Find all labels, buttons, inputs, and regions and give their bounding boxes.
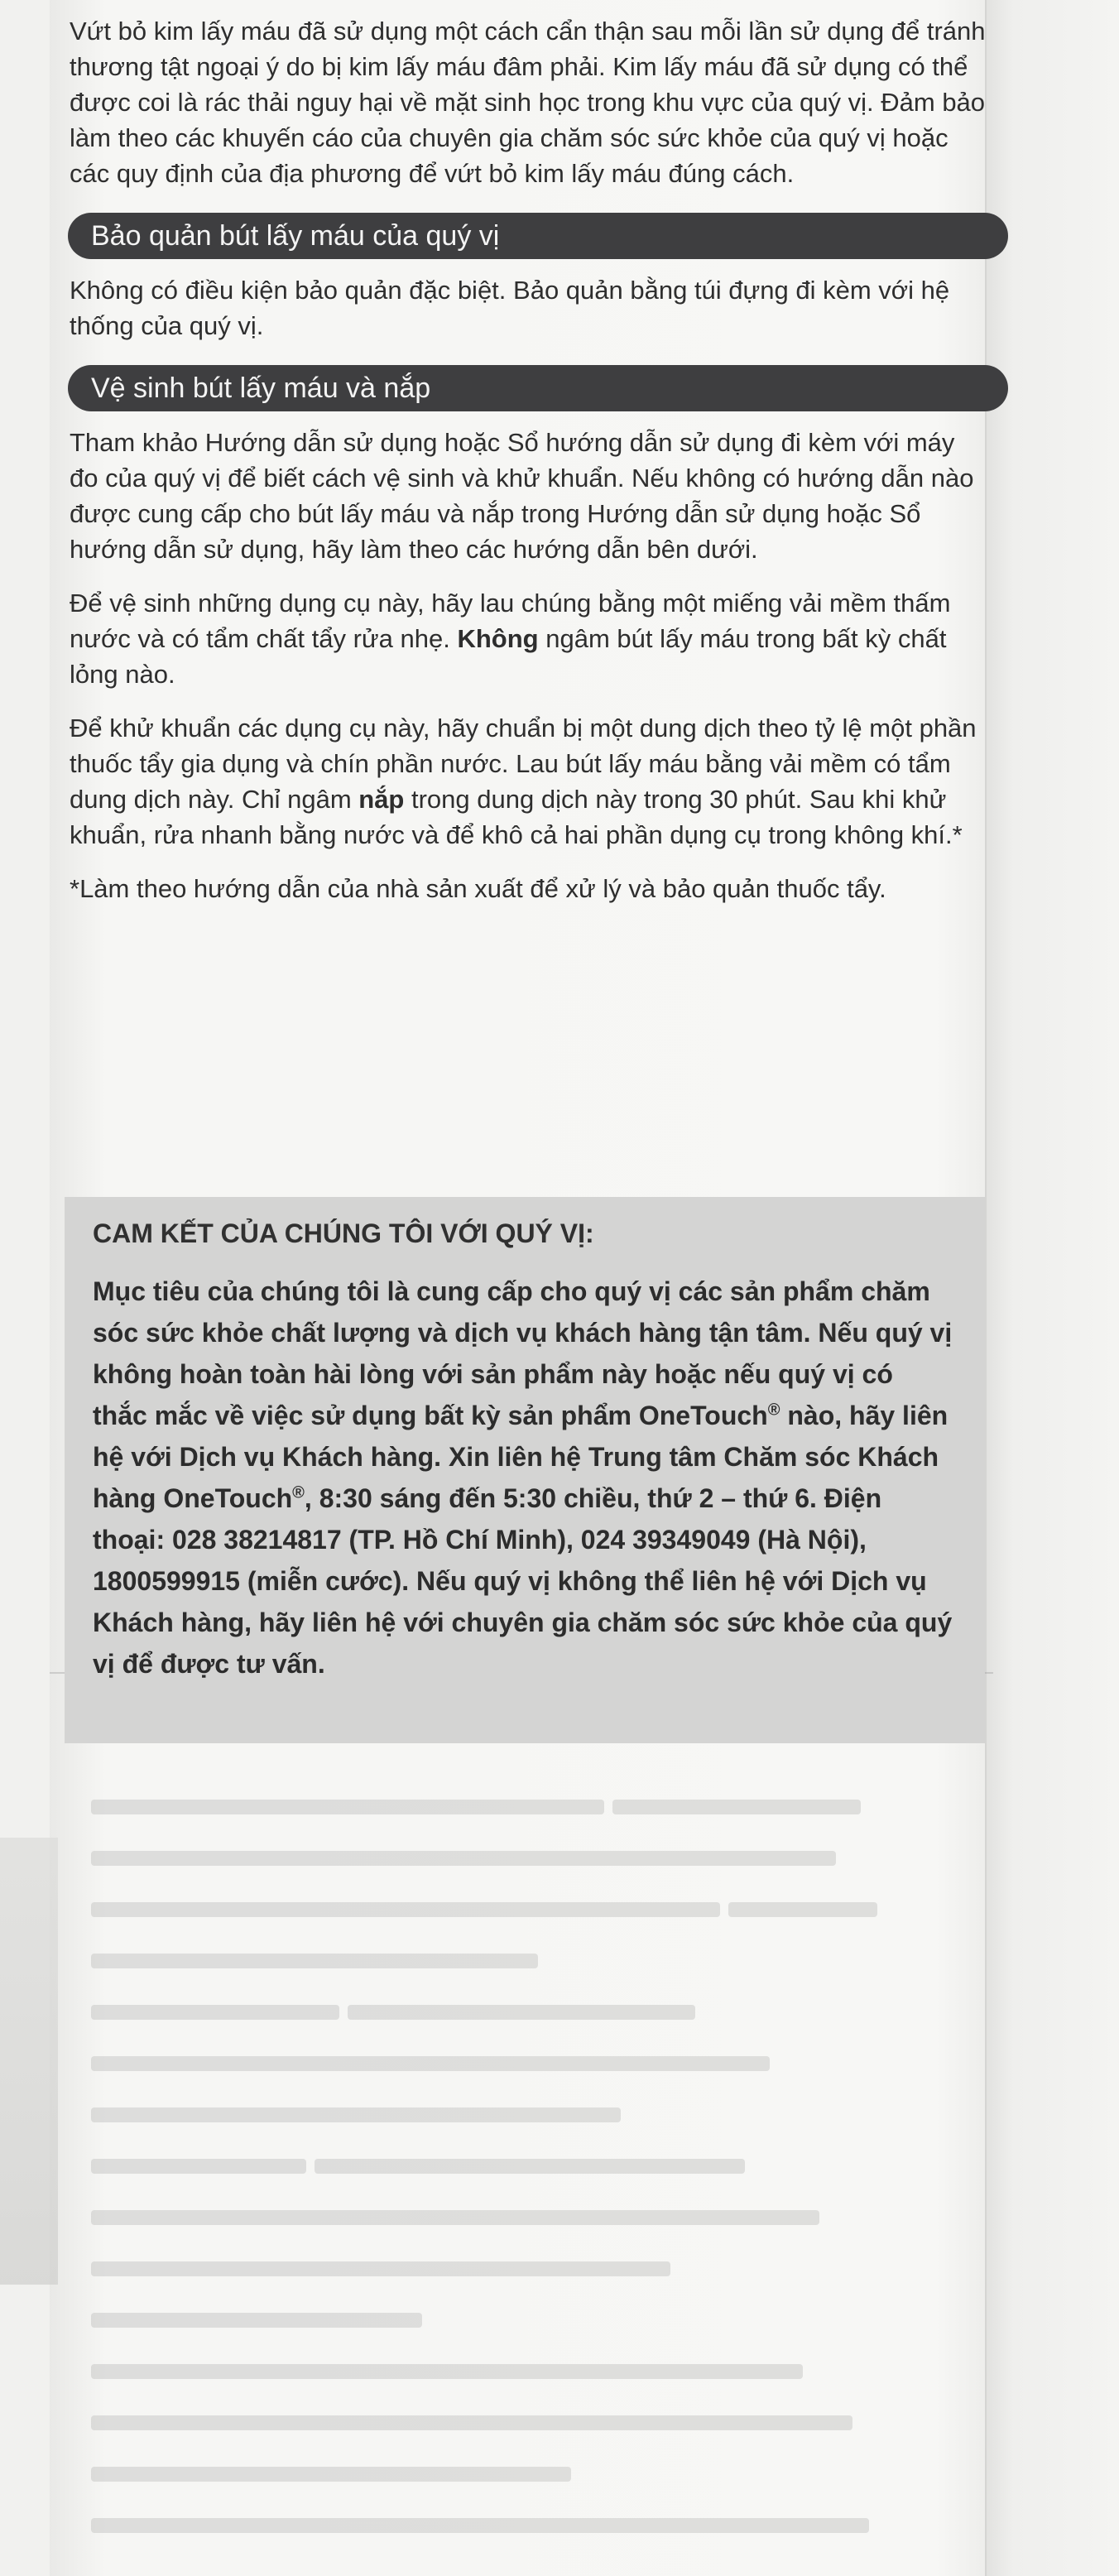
commitment-heading: CAM KẾT CỦA CHÚNG TÔI VỚI QUÝ VỊ: [93,1218,594,1248]
commitment-text-3: , 8:30 sáng đến 5:30 chiều, thứ 2 – thứ 6. Điện thoại: 028 38214817 (TP. Hồ Chí Minh), 024 39349049 (Hà Nội), 1800599915 (miễn cước). Nếu quý vị không thể liên hệ với Dịch vụ Khách hàng, hãy liên hệ với chuyên gia chăm sóc sức khỏe của quý vị để được tư vấn. [93,1483,953,1679]
disinfect-text-1: Để khử khuẩn các dụng cụ này, hãy chuẩn bị một dung dịch theo tỷ lệ một phần thuốc tẩy gia dụng và chín phần nước. Lau bút lấy máu bằng vải mềm có tẩm dung dịch này. Chỉ ngâm [70,714,977,814]
storage-text: Không có điều kiện bảo quản đặc biệt. Bảo quản bằng túi đựng đi kèm với hệ thống của quý vị. [70,276,950,340]
scan-shadow [0,1838,58,2285]
registered-mark: ® [767,1401,780,1420]
wipe-emphasis: Không [457,624,539,653]
registered-mark: ® [292,1483,305,1502]
disinfect-emphasis: nắp [358,785,405,814]
disinfect-paragraph [70,710,988,853]
bleach-footnote: *Làm theo hướng dẫn của nhà sản xuất để xử lý và bảo quản thuốc tẩy. [70,874,886,903]
leaflet-content [70,13,988,915]
disinfect-text-2: trong dung dịch này trong 30 phút. Sau khi khử khuẩn, rửa nhanh bằng nước và để khô cả hai phần dụng cụ trong không khí.* [70,785,963,849]
commitment-text-1: Mục tiêu của chúng tôi là cung cấp cho quý vị các sản phẩm chăm sóc sức khỏe chất lượng và dịch vụ khách hàng tận tâm. Nếu quý vị không hoàn toàn hài lòng với sản phẩm này hoặc nếu quý vị có thắc mắc về việc sử dụng bất kỳ sản phẩm OneTouch [93,1276,953,1430]
cleaning-wipe-paragraph [70,585,988,692]
wipe-text-2: ngâm bút lấy máu trong bất kỳ chất lỏng nào. [70,624,947,689]
storage-heading: Bảo quản bút lấy máu của quý vị [68,213,1008,259]
cleaning-heading: Vệ sinh bút lấy máu và nắp [68,365,1008,411]
commitment-box [65,1197,985,1743]
cleaning-intro: Tham khảo Hướng dẫn sử dụng hoặc Sổ hướng dẫn sử dụng đi kèm với máy đo của quý vị để biết cách vệ sinh và khử khuẩn. Nếu không có hướng dẫn nào được cung cấp cho bút lấy máu và nắp trong Hướng dẫn sử dụng hoặc Sổ hướng dẫn sử dụng, hãy làm theo các hướng dẫn bên dưới. [70,428,974,564]
bleed-through-text [91,1780,985,2558]
commitment-text-2: nào, hãy liên hệ với Dịch vụ Khách hàng. Xin liên hệ Trung tâm Chăm sóc Khách hàng OneTouch [93,1401,949,1513]
wipe-text-1: Để vệ sinh những dụng cụ này, hãy lau chúng bằng một miếng vải mềm thấm nước và có tẩm chất tẩy rửa nhẹ. [70,589,951,653]
commitment-body [93,1271,953,1684]
disposal-paragraph: Vứt bỏ kim lấy máu đã sử dụng một cách cẩn thận sau mỗi lần sử dụng để tránh thương tật ngoại ý do bị kim lấy máu đâm phải. Kim lấy máu đã sử dụng có thể được coi là rác thải nguy hại về mặt sinh học trong khu vực của quý vị. Đảm bảo làm theo các khuyến cáo của chuyên gia chăm sóc sức khỏe của quý vị hoặc các quy định của địa phương để vứt bỏ kim lấy máu đúng cách. [70,17,986,188]
